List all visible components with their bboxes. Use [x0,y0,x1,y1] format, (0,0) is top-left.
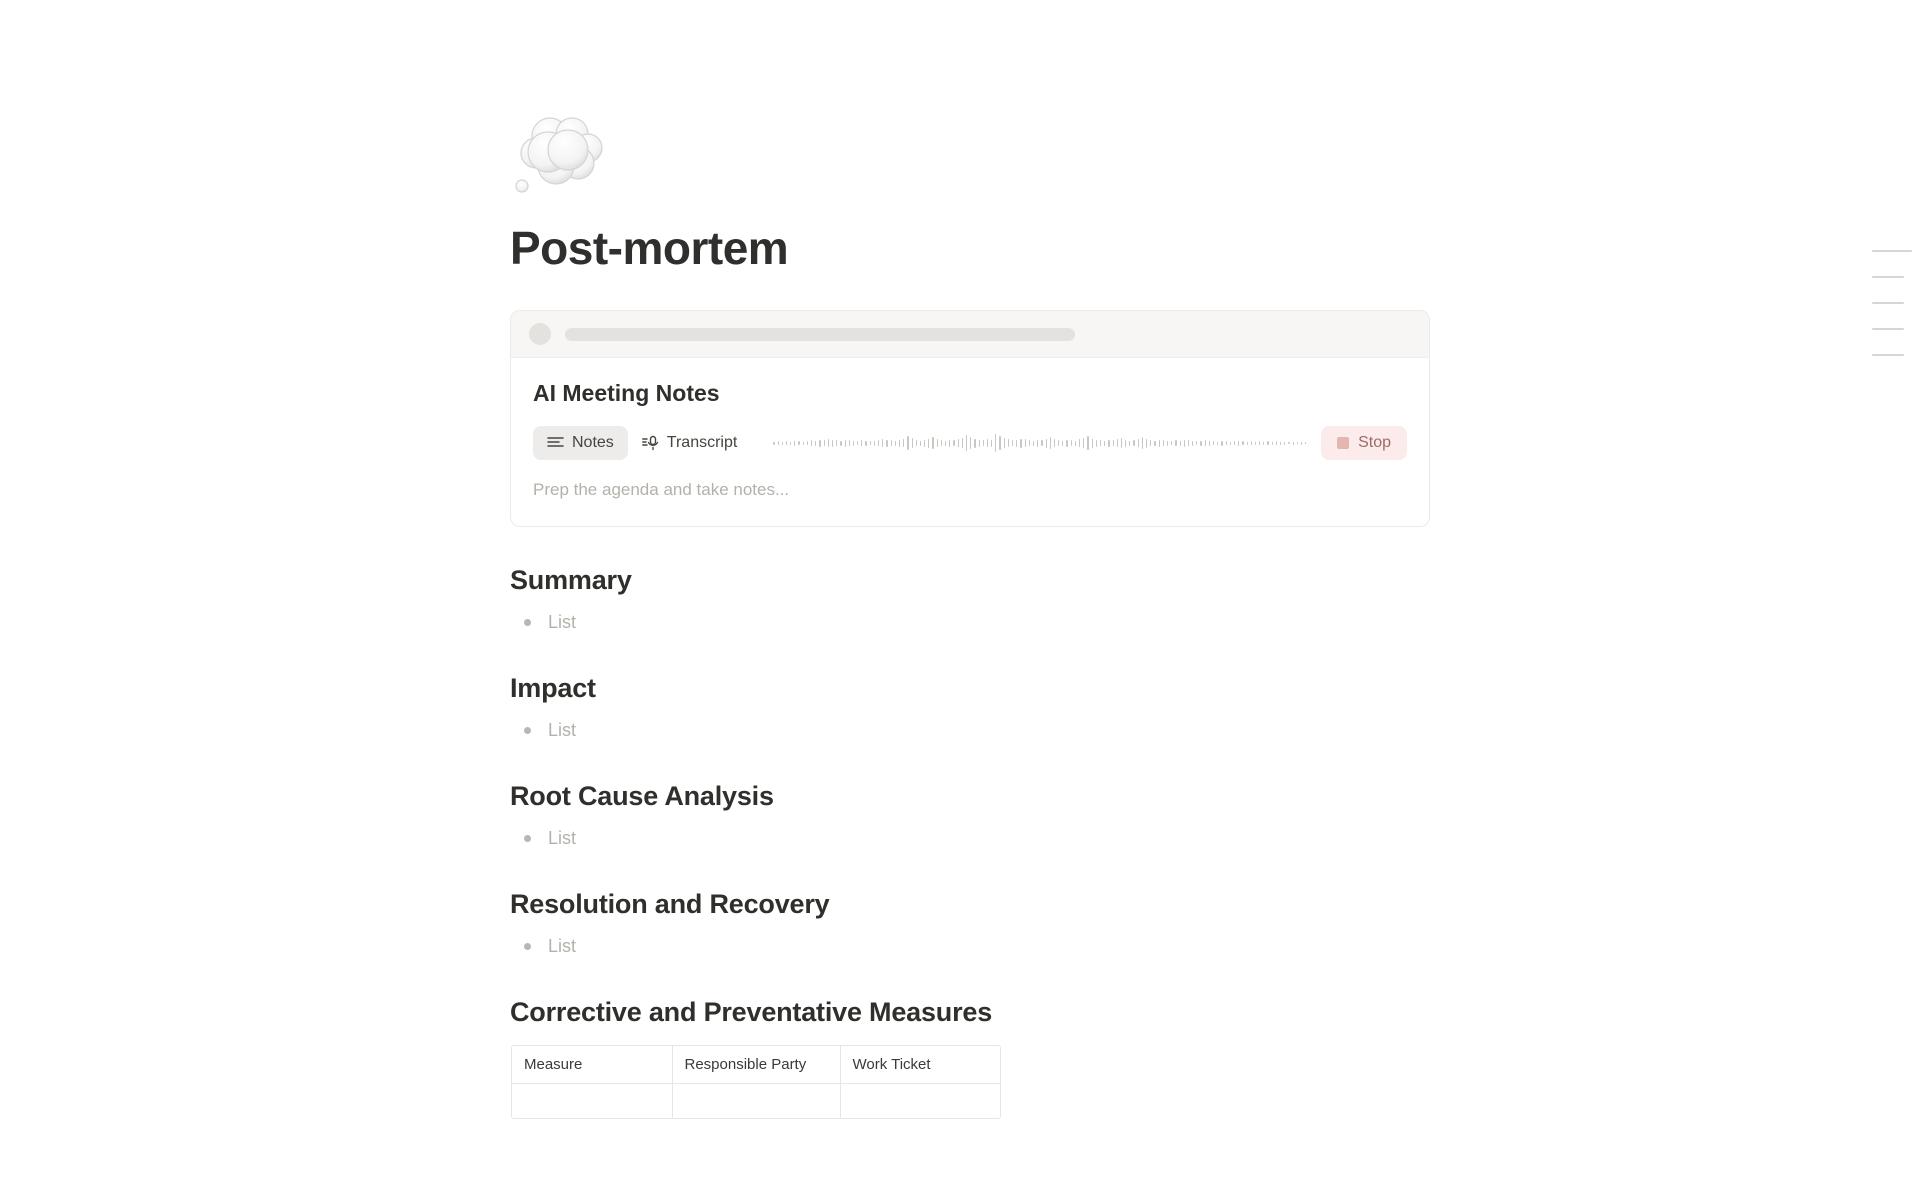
waveform-bar [1226,441,1227,445]
waveform-bar [1096,440,1097,447]
waveform-bar [807,441,808,445]
waveform-bar [1188,440,1189,446]
waveform-bar [928,439,929,448]
section-root-cause-analysis [510,779,1430,851]
waveform-bar [803,442,804,445]
waveform-bar [1293,442,1294,445]
list-item[interactable] [510,717,1430,743]
bullet-icon [524,835,531,842]
section-heading: Summary [510,565,632,595]
list-item[interactable] [510,933,1430,959]
waveform-bar [857,441,858,445]
waveform-bar [874,441,875,446]
stop-button[interactable] [1321,426,1407,460]
waveform-bar [1305,442,1306,444]
waveform-bar [1217,442,1218,445]
tab-notes-label: Notes [572,434,614,451]
waveform-bar [953,440,954,446]
waveform-bar [1020,439,1021,448]
waveform-bar [1129,441,1130,446]
waveform-bar [1234,441,1235,445]
waveform-bar [878,440,879,446]
waveform-bar [1138,439,1139,447]
waveform-bar [1192,441,1193,446]
waveform-bar [845,440,846,447]
waveform-bar [1062,441,1063,446]
waveform-bar [849,440,850,446]
waveform-bar [798,441,799,445]
waveform-bar [794,441,795,446]
waveform-bar [882,439,883,447]
waveform-bar [941,440,942,446]
waveform-bar [1255,442,1256,445]
list-item[interactable] [510,825,1430,851]
waveform-bar [962,438,963,448]
waveform-bar [1167,441,1168,446]
waveform-bar [1221,441,1222,446]
waveform-bar [1301,442,1302,445]
tab-notes[interactable] [533,426,628,460]
waveform-bar [958,439,959,447]
waveform-bar [912,438,913,448]
waveform-bar [1058,440,1059,446]
waveform-bar [865,441,866,446]
waveform-bar [1230,442,1231,445]
waveform-bar [1033,441,1034,446]
section-resolution-and-recovery [510,887,1430,959]
waveform-bar [1100,440,1101,446]
waveform-bar [1008,439,1009,447]
waveform-bar [1213,441,1214,445]
minimap-line[interactable] [1872,302,1904,304]
waveform-bar [999,436,1000,450]
waveform-bar [1012,440,1013,446]
waveform-bar [899,440,900,447]
table-cell-responsible-party[interactable] [672,1084,840,1118]
bullet-icon [524,943,531,950]
ai-card-header [511,311,1429,358]
thought-balloon-icon[interactable] [510,108,620,208]
stop-square-icon [1337,437,1349,449]
section-heading: Resolution and Recovery [510,889,830,919]
waveform-bar [1159,440,1160,447]
recording-waveform [773,430,1307,456]
waveform-bar [1297,442,1298,444]
list-item-text: List [548,936,577,956]
waveform-bar [1113,440,1114,446]
section-summary [510,563,1430,635]
waveform-bar [1238,441,1239,446]
waveform-bar [1171,441,1172,445]
waveform-bar [1087,436,1088,450]
waveform-bar [773,442,774,445]
waveform-bar [1050,437,1051,449]
waveform-bar [1200,441,1201,446]
avatar [529,323,551,345]
header-placeholder-bar [565,328,1075,341]
waveform-bar [1259,441,1260,445]
waveform-bar [1121,438,1122,448]
waveform-bar [1150,440,1151,446]
tab-transcript-label: Transcript [666,434,738,451]
ai-card-body [511,358,1429,526]
waveform-bar [1117,439,1118,447]
waveform-bar [1146,439,1147,448]
waveform-bar [903,439,904,447]
transcript-mic-icon [642,435,659,451]
waveform-bar [778,441,779,445]
minimap-line[interactable] [1872,276,1904,278]
section-corrective-and-preventative-measures [510,995,1430,1119]
waveform-bar [861,440,862,446]
waveform-bar [1075,441,1076,446]
minimap-line[interactable] [1872,250,1912,252]
waveform-bar [1083,438,1084,448]
section-heading: Impact [510,673,596,703]
waveform-bar [1037,440,1038,447]
notes-placeholder[interactable]: Prep the agenda and take notes... [533,480,790,499]
section-heading: Corrective and Preventative Measures [510,997,993,1027]
waveform-bar [828,439,829,447]
waveform-bar [1029,440,1030,446]
waveform-bar [790,442,791,445]
column-header-responsible-party[interactable]: Responsible Party [672,1046,840,1084]
waveform-bar [924,440,925,447]
waveform-bar [991,440,992,447]
waveform-bar [1209,441,1210,446]
list-item-text: List [548,828,577,848]
waveform-bar [1125,440,1126,447]
waveform-bar [1247,442,1248,445]
waveform-bar [782,442,783,445]
column-header-work-ticket[interactable]: Work Ticket [840,1046,1000,1084]
waveform-bar [1242,441,1243,445]
waveform-bar [1025,439,1026,447]
waveform-bar [1280,442,1281,445]
waveform-bar [853,441,854,446]
waveform-bar [1288,442,1289,444]
section-heading: Root Cause Analysis [510,781,774,811]
waveform-bar [1041,440,1042,446]
waveform-bar [819,440,820,447]
waveform-bar [949,440,950,447]
waveform-bar [1133,440,1134,446]
waveform-bar [1196,441,1197,445]
table-cell-work-ticket[interactable] [840,1084,1000,1118]
table-header-row [512,1046,1000,1084]
waveform-bar [916,440,917,446]
waveform-bar [1071,440,1072,446]
waveform-bar [995,434,996,452]
waveform-bar [1046,439,1047,448]
waveform-bar [937,439,938,447]
tab-transcript[interactable] [628,426,752,460]
bullet-icon [524,727,531,734]
waveform-bar [811,440,812,446]
waveform-bar [920,441,921,446]
list-item[interactable] [510,609,1430,635]
waveform-bar [1104,441,1105,446]
ai-meeting-notes-card [510,310,1430,527]
table-cell-measure[interactable] [512,1084,672,1118]
waveform-bar [1154,441,1155,446]
waveform-bar [1054,439,1055,447]
waveform-bar [1175,440,1176,446]
waveform-bar [886,440,887,447]
minimap-outline[interactable] [1872,250,1912,380]
minimap-line[interactable] [1872,328,1904,330]
waveform-bar [1180,441,1181,446]
waveform-bar [895,441,896,446]
waveform-bar [1079,439,1080,447]
measures-table [511,1045,1001,1119]
waveform-bar [840,441,841,446]
waveform-bar [815,441,816,446]
waveform-bar [832,440,833,447]
waveform-bar [966,435,967,451]
waveform-bar [1184,440,1185,447]
minimap-line[interactable] [1872,354,1904,356]
waveform-bar [979,440,980,447]
waveform-bar [974,439,975,448]
waveform-bar [970,437,971,449]
waveform-bar [1066,440,1067,447]
waveform-bar [1263,442,1264,445]
waveform-bar [1251,441,1252,445]
waveform-bar [1016,440,1017,447]
ai-card-toolbar [533,426,1407,460]
waveform-bar [1272,442,1273,445]
waveform-bar [1108,440,1109,447]
document-body [510,0,1430,1119]
waveform-bar [1267,441,1268,445]
table-row[interactable] [512,1084,1000,1118]
waveform-bar [907,436,908,450]
waveform-bar [824,440,825,446]
bullet-icon [524,619,531,626]
waveform-bar [945,441,946,446]
waveform-bar [836,440,837,446]
waveform-bar [891,440,892,446]
list-item-text: List [548,612,577,632]
notes-lines-icon [547,436,564,450]
waveform-bar [932,437,933,449]
section-impact [510,671,1430,743]
waveform-bar [786,441,787,445]
page-title: Post-mortem [510,222,789,274]
waveform-bar [1205,440,1206,446]
waveform-bar [1163,440,1164,446]
column-header-measure[interactable]: Measure [512,1046,672,1084]
waveform-bar [1284,442,1285,445]
waveform-bar [1142,437,1143,449]
waveform-bar [1004,438,1005,448]
waveform-bar [1276,441,1277,445]
ai-card-title: AI Meeting Notes [533,380,720,406]
list-item-text: List [548,720,577,740]
waveform-bar [870,441,871,445]
waveform-bar [983,440,984,446]
stop-button-label: Stop [1358,434,1391,451]
waveform-bar [987,439,988,447]
waveform-bar [1092,439,1093,448]
